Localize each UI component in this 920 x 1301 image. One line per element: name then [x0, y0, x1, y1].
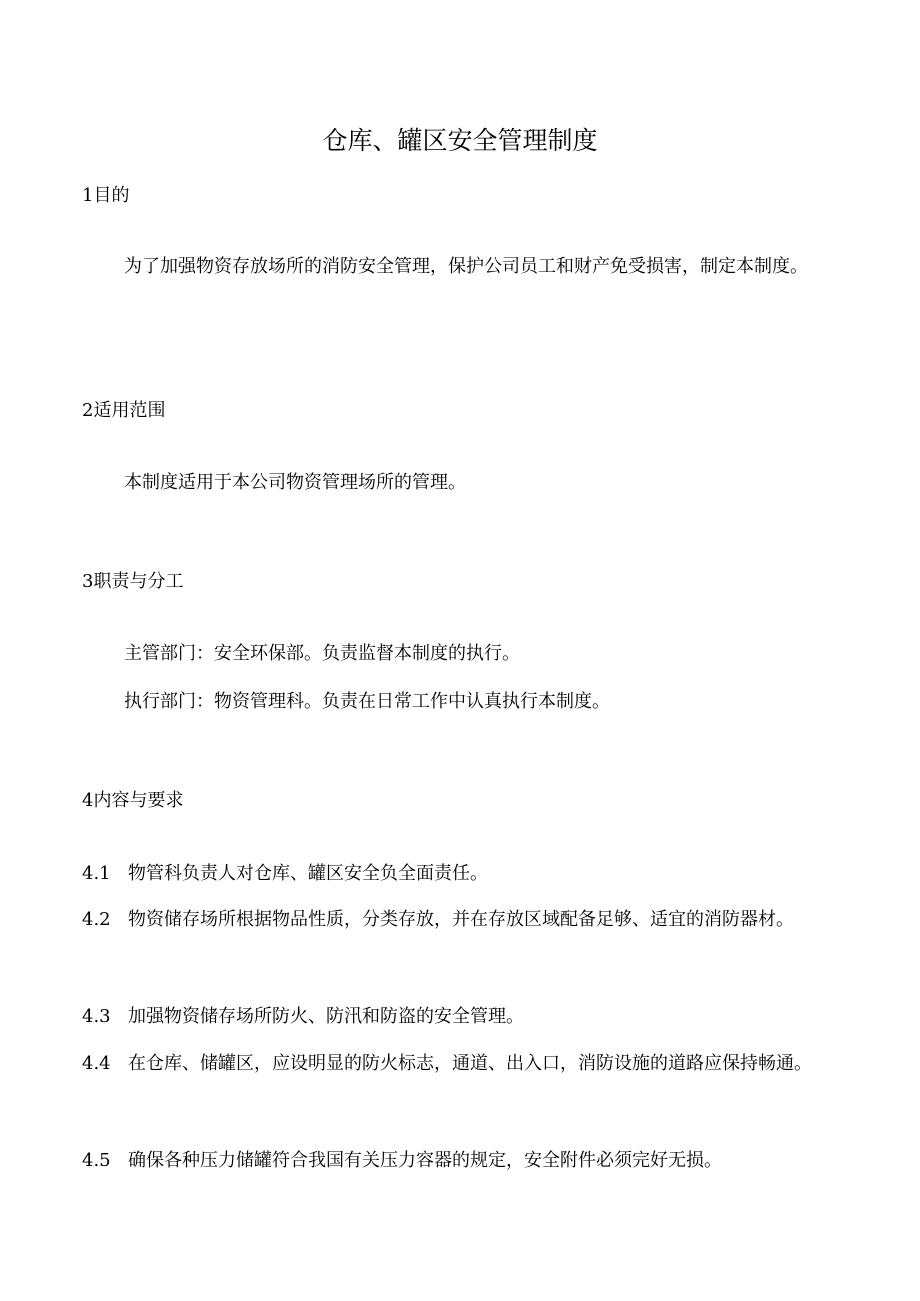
item-number: 4.2 — [82, 909, 111, 930]
list-item — [82, 1003, 524, 1031]
item-text: 物管科负责人对仓库、罐区安全负全面责任。 — [128, 863, 488, 884]
page-title: 仓库、罐区安全管理制度 — [322, 126, 598, 155]
section-heading-responsibilities: 3职责与分工 — [82, 571, 184, 592]
list-item — [82, 1040, 840, 1088]
list-item — [82, 1147, 722, 1175]
section-heading-content: 4内容与要求 — [82, 790, 184, 811]
paragraph-responsible-dept: 主管部门：安全环保部。负责监督本制度的执行。 — [124, 643, 520, 664]
item-number: 4.3 — [82, 1006, 111, 1027]
item-number: 4.4 — [82, 1053, 111, 1074]
section-heading-scope: 2适用范围 — [82, 400, 166, 421]
item-text: 确保各种压力储罐符合我国有关压力容器的规定，安全附件必须完好无损。 — [128, 1150, 722, 1171]
item-text: 物资储存场所根据物品性质，分类存放，并在存放区域配备足够、适宜的消防器材。 — [128, 909, 794, 930]
list-item — [82, 860, 488, 888]
item-text: 加强物资储存场所防火、防汛和防盗的安全管理。 — [128, 1006, 524, 1027]
paragraph-scope: 本制度适用于本公司物资管理场所的管理。 — [124, 472, 466, 493]
item-number: 4.1 — [82, 863, 111, 884]
paragraph-purpose: 为了加强物资存放场所的消防安全管理，保护公司员工和财产免受损害，制定本制度。 — [124, 256, 808, 277]
section-heading-purpose: 1目的 — [82, 185, 130, 206]
list-item — [82, 896, 840, 944]
paragraph-executing-dept: 执行部门：物资管理科。负责在日常工作中认真执行本制度。 — [124, 691, 610, 712]
item-text: 在仓库、储罐区，应设明显的防火标志，通道、出入口，消防设施的道路应保持畅通。 — [128, 1053, 812, 1074]
item-number: 4.5 — [82, 1150, 111, 1171]
